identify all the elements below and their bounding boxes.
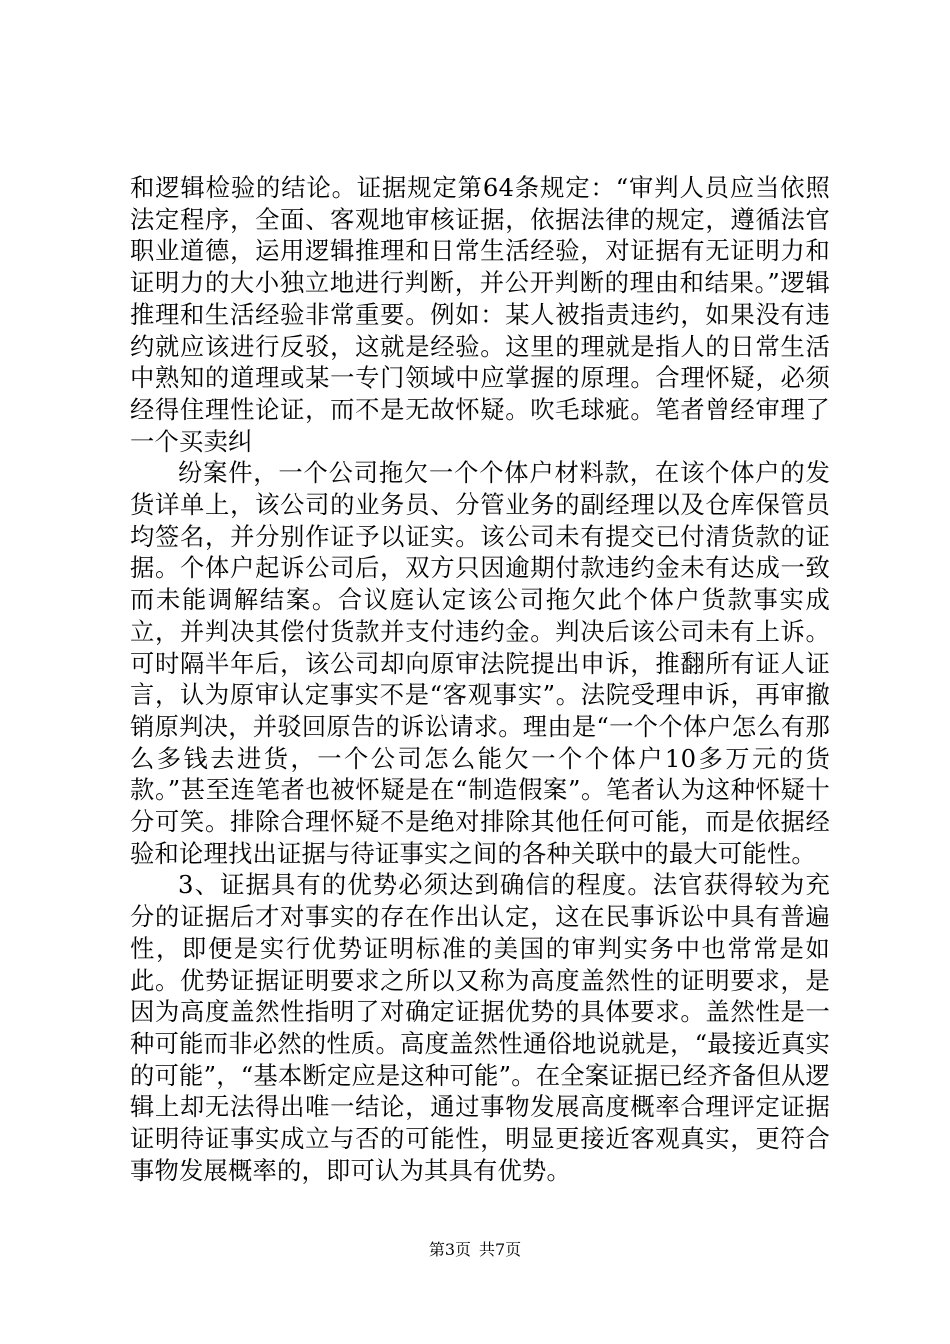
page-footer bbox=[0, 1240, 950, 1260]
document-body bbox=[130, 172, 830, 1187]
paragraph-sales-dispute-case: 纷案件，一个公司拖欠一个个体户材料款，在该个体户的发货详单上，该公司的业务员、分管业务的副经理以及仓库保管员均签名，并分别作证予以证实。该公司未有提交已付清货款的证据。个体户起诉公司后，双方只因逾期付款违约金未有达成一致而未能调解结案。合议庭认定该公司拖欠此个体户货款事实成立，并判决其偿付货款并支付违约金。判决后该公司未有上诉。可时隔半年后，该公司却向原审法院提出申诉，推翻所有证人证言，认为原审认定事实不是“客观事实”。法院受理申诉，再审撤销原判决，并驳回原告的诉讼请求。理由是“一个个体户怎么有那么多钱去进货，一个公司怎么能欠一个个体户10多万元的货款。”甚至连笔者也被怀疑是在“制造假案”。笔者认为这种怀疑十分可笑。排除合理怀疑不是绝对排除其他任何可能，而是依据经验和论理找出证据与待证事实之间的各种关联中的最大可能性。 bbox=[130, 458, 830, 868]
page-total: 共7页 bbox=[479, 1240, 522, 1259]
paragraph-preponderance-of-evidence: 3、证据具有的优势必须达到确信的程度。法官获得较为充分的证据后才对事实的存在作出认定，这在民事诉讼中具有普遍性，即便是实行优势证明标准的美国的审判实务中也常常是如此。优势证据证明要求之所以又称为高度盖然性的证明要求，是因为高度盖然性指明了对确定证据优势的具体要求。盖然性是一种可能而非必然的性质。高度盖然性通俗地说就是，“最接近真实的可能”，“基本断定应是这种可能”。在全案证据已经齐备但从逻辑上却无法得出唯一结论，通过事物发展高度概率合理评定证据证明待证事实成立与否的可能性，明显更接近客观真实，更符合事物发展概率的，即可认为其具有优势。 bbox=[130, 870, 830, 1185]
paragraph-evidence-rule-64: 和逻辑检验的结论。证据规定第64条规定：“审判人员应当依照法定程序，全面、客观地审核证据，依据法律的规定，遵循法官职业道德，运用逻辑推理和日常生活经验，对证据有无证明力和证明力的大小独立地进行判断，并公开判断的理由和结果。”逻辑推理和生活经验非常重要。例如：某人被指责违约，如果没有违约就应该进行反驳，这就是经验。这里的理就是指人的日常生活中熟知的道理或某一专门领域中应掌握的原理。合理怀疑，必须经得住理性论证，而不是无故怀疑。吹毛球疵。笔者曾经审理了一个买卖纠 bbox=[130, 173, 830, 456]
page-number: 第3页 bbox=[428, 1240, 471, 1259]
